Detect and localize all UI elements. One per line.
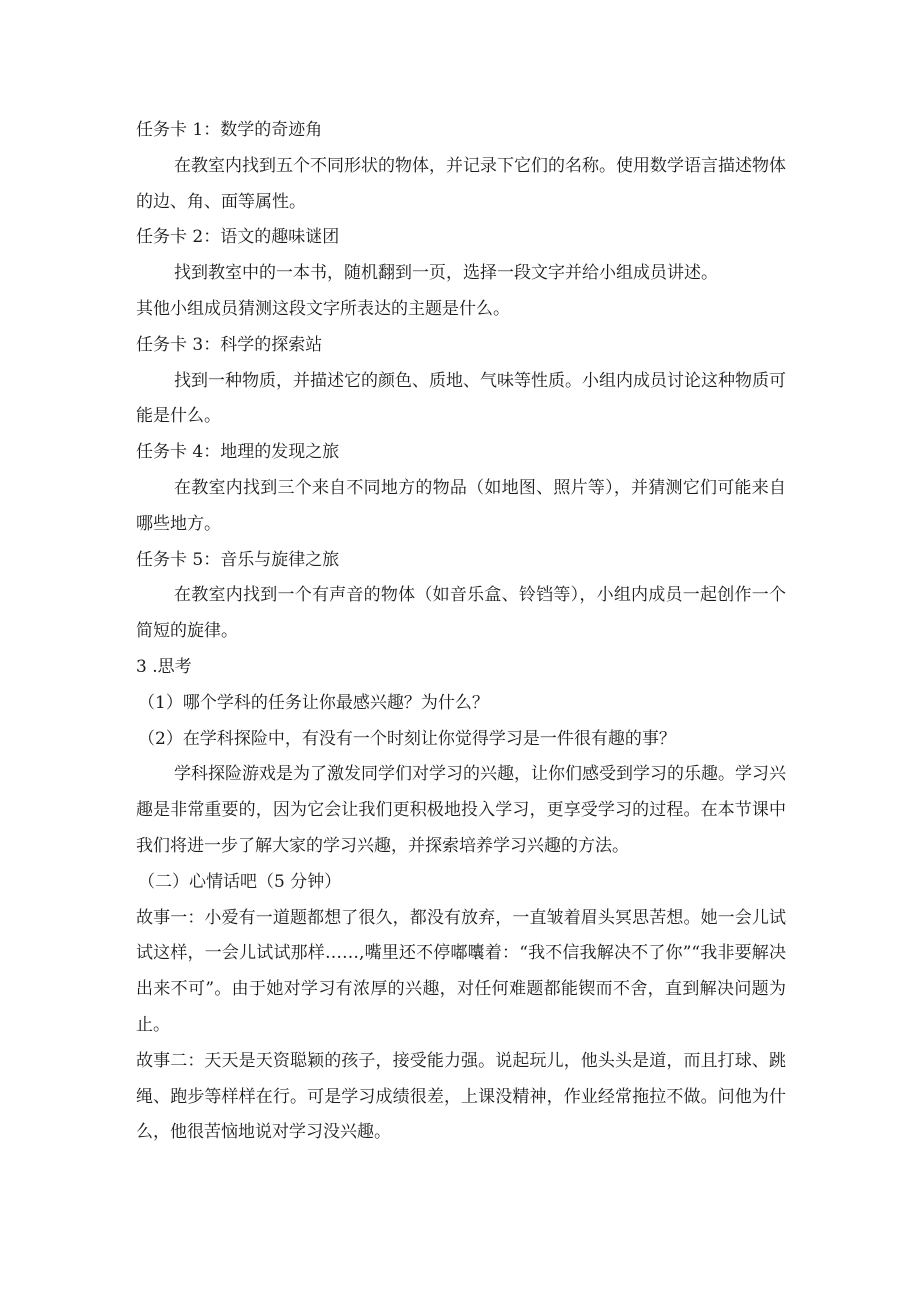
task-card-2-body-line2: 其他小组成员猜测这段文字所表达的主题是什么。 <box>136 298 510 319</box>
reflection-question-2: （2）在学科探险中，有没有一个时刻让你觉得学习是一件很有趣的事？ <box>138 728 676 749</box>
reflection-question-1: （1）哪个学科的任务让你最感兴趣？为什么？ <box>138 692 489 713</box>
task-card-5-body: 在教室内找到一个有声音的物体（如音乐盒、铃铛等），小组内成员一起创作一个简短的旋律。 <box>136 585 786 642</box>
story-2: 故事二：天天是天资聪颖的孩子，接受能力强。说起玩儿，他头头是道，而且打球、跳绳、跑步等样样在行。可是学习成绩很差，上课没精神，作业经常拖拉不做。问他为什么，他很苦恼地说对学习没兴趣。 <box>136 1050 786 1143</box>
section-2-heading: （二）心情话吧（5 分钟） <box>138 871 342 892</box>
task-card-1-title: 任务卡 1：数学的奇迹角 <box>136 120 323 140</box>
task-card-3-title: 任务卡 3：科学的探索站 <box>136 334 323 355</box>
reflection-summary: 学科探险游戏是为了激发同学们对学习的兴趣，让你们感受到学习的乐趣。学习兴趣是非常重要的，因为它会让我们更积极地投入学习，更享受学习的过程。在本节课中我们将进一步了解大家的学习兴趣，并探索培养学习兴趣的方法。 <box>136 764 786 856</box>
task-card-5-title: 任务卡 5：音乐与旋律之旅 <box>136 549 340 570</box>
task-card-2-title: 任务卡 2：语文的趣味谜团 <box>136 227 340 248</box>
task-card-1-body: 在教室内找到五个不同形状的物体，并记录下它们的名称。使用数学语言描述物体的边、角、面等属性。 <box>136 155 786 212</box>
task-card-2-body-line1: 找到教室中的一本书，随机翻到一页，选择一段文字并给小组成员讲述。 <box>174 263 718 284</box>
task-card-4-title: 任务卡 4：地理的发现之旅 <box>136 442 340 463</box>
document-body <box>136 113 786 1151</box>
reflection-heading: 3 .思考 <box>136 656 192 677</box>
task-card-3-body: 找到一种物质，并描述它的颜色、质地、气味等性质。小组内成员讨论这种物质可能是什么。 <box>136 370 786 427</box>
story-1: 故事一：小爱有一道题都想了很久，都没有放弃，一直皱着眉头冥思苦想。她一会儿试试这样，一会儿试试那样……,嘴里还不停嘟囔着：“我不信我解决不了你”“我非要解决出来不可”。由于她对学习有浓厚的兴趣，对任何难题都能锲而不舍，直到解决问题为止。 <box>136 907 786 1035</box>
task-card-4-body: 在教室内找到三个来自不同地方的物品（如地图、照片等），并猜测它们可能来自哪些地方。 <box>136 477 786 534</box>
